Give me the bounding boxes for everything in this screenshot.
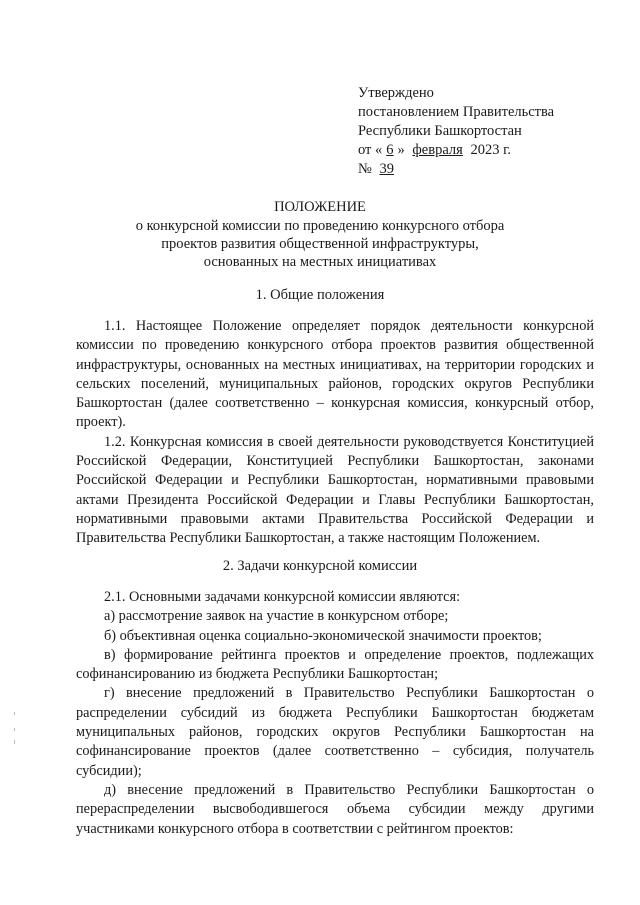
paragraph-1-1: 1.1. Настоящее Положение определяет порядок деятельности конкурсной комиссии по проведению конкурсного отбора проектов развития общественной инфраструктуры, основанных на местных инициативах, на территории городских и сельских поселений, муниципальных районов, городских округов Республики Башкортостан (далее соответственно – конкурсная комиссия, конкурсный отбор, проект). [76,318,594,431]
section-1-body [76,317,594,549]
date-month: февраля [412,142,463,158]
title-line: о конкурсной комиссии по проведению конкурсного отбора [135,218,505,234]
date-prefix: от « [358,142,383,158]
title-line: проектов развития общественной инфраструктуры, [161,236,479,252]
approval-date [358,141,554,160]
date-year: 2023 г. [470,142,511,158]
list-item: б) объективная оценка социально-экономической значимости проектов; [104,627,542,644]
number-prefix: № [358,161,372,177]
date-day: 6 [386,142,394,158]
scan-artifact [14,740,15,744]
approval-line: Утверждено [358,85,434,101]
title-heading: ПОЛОЖЕНИЕ [274,199,366,215]
section-2-body [76,588,594,839]
date-mid: » [397,142,405,158]
document-title [60,198,580,271]
scan-artifact [14,712,15,715]
approval-line: постановлением Правительства [358,104,555,120]
list-item: а) рассмотрение заявок на участие в конкурсном отборе; [104,608,449,625]
approval-line: Республики Башкортостан [358,123,522,139]
number-value: 39 [379,161,394,177]
list-item: д) внесение предложений в Правительство Республики Башкортостан о перераспределении высвободившегося объема субсидии между другими участниками конкурсного отбора в соответствии с рейтингом проектов: [76,781,594,837]
paragraph-2-1: 2.1. Основными задачами конкурсной комиссии являются: [104,589,461,605]
section-2-heading: 2. Задачи конкурсной комиссии [222,558,418,574]
approval-stamp [358,84,554,179]
approval-number [358,160,554,179]
list-item: г) внесение предложений в Правительство Республики Башкортостан о распределении субсидий из бюджета Республики Башкортостан бюджетам муниципальных районов, городских округов Республики Башкортостан на софинансирование проектов (далее соответственно – субсидия, получатель субсидии); [76,685,594,779]
paragraph-1-2: 1.2. Конкурсная комиссия в своей деятельности руководствуется Конституцией Российской Федерации, Конституцией Республики Башкортостан, законами Российской Федерации и Республики Башкортостан, нормативными правовыми актами Президента Российской Федерации и Главы Республики Башкортостан, нормативными правовыми актами Правительства Российской Федерации и Правительства Республики Башкортостан, а также настоящим Положением. [76,433,594,547]
list-item: в) формирование рейтинга проектов и определение проектов, подлежащих софинансированию из бюджета Республики Башкортостан; [76,646,594,683]
title-line: основанных на местных инициативах [203,254,437,270]
scan-artifact [14,728,15,731]
section-1-heading: 1. Общие положения [255,287,385,303]
